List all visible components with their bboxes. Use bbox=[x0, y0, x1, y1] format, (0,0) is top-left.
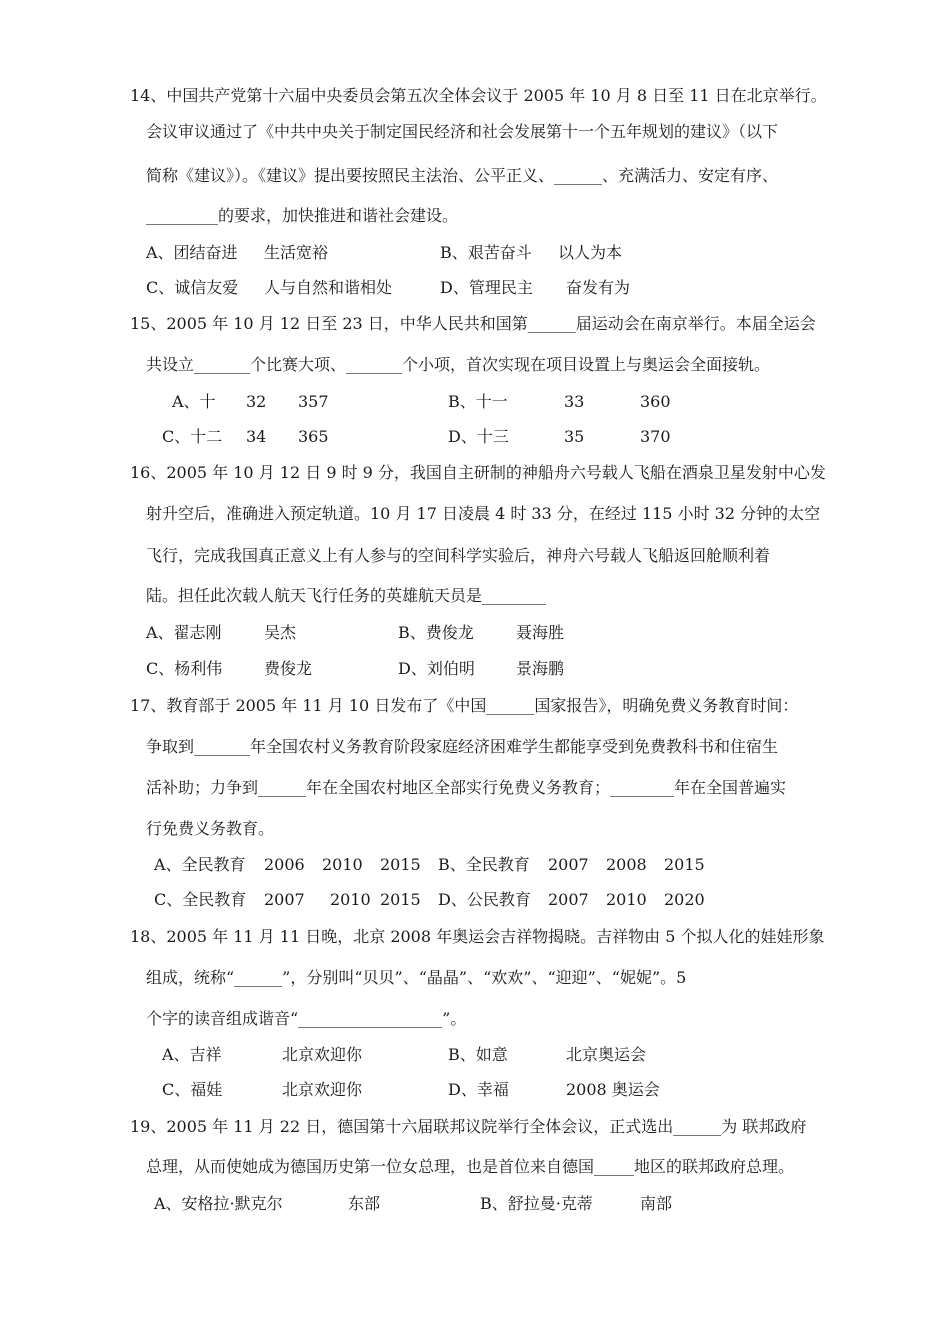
option-b: B、如意 bbox=[448, 1045, 508, 1064]
option-d-part: 370 bbox=[640, 427, 671, 446]
option-c-part: 34 bbox=[246, 427, 267, 446]
option-a: A、全民教育 bbox=[154, 855, 246, 874]
question-text: 16、2005 年 10 月 12 日 9 时 9 分，我国自主研制的神船舟六号载人飞船在酒泉卫星发射中心发 bbox=[130, 463, 826, 482]
option-b-part: 南部 bbox=[640, 1194, 673, 1213]
option-b: B、艰苦奋斗 bbox=[440, 243, 532, 262]
option-c: C、杨利伟 bbox=[146, 659, 223, 678]
question-text: 组成，统称“______”，分别叫“贝贝”、“晶晶”、“欢欢”、“迎迎”、“妮妮”。5 bbox=[146, 968, 687, 987]
option-a-part: 2010 bbox=[322, 855, 363, 874]
option-c: C、十二 bbox=[162, 427, 223, 446]
option-a-part: 357 bbox=[298, 392, 329, 411]
option-d-part: 2010 bbox=[606, 890, 647, 909]
question-text: 行免费义务教育。 bbox=[146, 819, 275, 838]
question-text: 射升空后，准确进入预定轨道。10 月 17 日凌晨 4 时 33 分，在经过 115 小时 32 分钟的太空 bbox=[146, 504, 821, 523]
option-a: A、十 bbox=[172, 392, 216, 411]
option-d: D、公民教育 bbox=[438, 890, 531, 909]
question-text: 个字的读音组成谐音“__________________”。 bbox=[146, 1009, 467, 1028]
option-c-part: 2015 bbox=[380, 890, 421, 909]
option-b: B、舒拉曼·克蒂 bbox=[480, 1194, 593, 1213]
question-text: _________的要求，加快推进和谐社会建设。 bbox=[146, 206, 459, 225]
question-text: 15、2005 年 10 月 12 日至 23 日，中华人民共和国第______届运动会在南京举行。本届全运会 bbox=[130, 314, 816, 333]
option-b: B、十一 bbox=[448, 392, 508, 411]
option-d-part: 2008 奥运会 bbox=[566, 1080, 660, 1099]
option-d-part: 35 bbox=[564, 427, 585, 446]
option-a-part: 生活宽裕 bbox=[264, 243, 329, 262]
question-text: 活补助；力争到______年在全国农村地区全部实行免费义务教育；________年在全国普遍实 bbox=[146, 778, 787, 797]
option-b-part: 360 bbox=[640, 392, 671, 411]
option-a: A、吉祥 bbox=[162, 1045, 222, 1064]
option-c: C、全民教育 bbox=[154, 890, 247, 909]
option-b-part: 2008 bbox=[606, 855, 647, 874]
option-c-part: 北京欢迎你 bbox=[282, 1080, 363, 1099]
option-c-part: 费俊龙 bbox=[264, 659, 313, 678]
question-text: 14、中国共产党第十六届中央委员会第五次全体会议于 2005 年 10 月 8 日至 11 日在北京举行。 bbox=[130, 86, 827, 105]
option-d-part: 景海鹏 bbox=[516, 659, 565, 678]
option-a: A、安格拉·默克尔 bbox=[154, 1194, 283, 1213]
option-a-part: 吴杰 bbox=[264, 623, 297, 642]
option-c-part: 2007 bbox=[264, 890, 305, 909]
option-b: B、费俊龙 bbox=[398, 623, 474, 642]
question-text: 18、2005 年 11 月 11 日晚，北京 2008 年奥运会吉祥物揭晓。吉祥物由 5 个拟人化的娃娃形象 bbox=[130, 927, 825, 946]
question-text: 会议审议通过了《中共中央关于制定国民经济和社会发展第十一个五年规划的建议》（以下 bbox=[146, 122, 779, 141]
option-a-part: 32 bbox=[246, 392, 267, 411]
option-d: D、管理民主 bbox=[440, 278, 533, 297]
option-c: C、福娃 bbox=[162, 1080, 223, 1099]
option-a-part: 2006 bbox=[264, 855, 305, 874]
question-text: 共设立_______个比赛大项、_______个小项，首次实现在项目设置上与奥运会全面接轨。 bbox=[146, 355, 771, 374]
option-d: D、十三 bbox=[448, 427, 509, 446]
option-b-part: 北京奥运会 bbox=[566, 1045, 647, 1064]
option-c-part: 365 bbox=[298, 427, 329, 446]
option-d-part: 奋发有为 bbox=[566, 278, 631, 297]
option-b-part: 以人为本 bbox=[558, 243, 623, 262]
question-text: 争取到_______年全国农村义务教育阶段家庭经济困难学生都能享受到免费教科书和住宿生 bbox=[146, 737, 779, 756]
option-d-part: 2007 bbox=[548, 890, 589, 909]
option-d-part: 2020 bbox=[664, 890, 705, 909]
option-c-part: 2010 bbox=[330, 890, 371, 909]
option-a-part: 2015 bbox=[380, 855, 421, 874]
option-c-part: 人与自然和谐相处 bbox=[264, 278, 393, 297]
question-text: 飞行，完成我国真正意义上有人参与的空间科学实验后，神舟六号载人飞船返回舱顺利着 bbox=[146, 546, 771, 565]
option-b-part: 聂海胜 bbox=[516, 623, 565, 642]
option-b-part: 33 bbox=[564, 392, 585, 411]
option-a-part: 东部 bbox=[348, 1194, 381, 1213]
option-c: C、诚信友爱 bbox=[146, 278, 239, 297]
option-d: D、幸福 bbox=[448, 1080, 509, 1099]
question-text: 陆。担任此次载人航天飞行任务的英雄航天员是________ bbox=[146, 586, 547, 605]
question-text: 17、教育部于 2005 年 11 月 10 日发布了《中国______国家报告》，明确免费义务教育时间： bbox=[130, 696, 799, 715]
option-b: B、全民教育 bbox=[438, 855, 530, 874]
option-a: A、翟志刚 bbox=[146, 623, 222, 642]
question-text: 19、2005 年 11 月 22 日，德国第十六届联邦议院举行全体会议，正式选出______为 联邦政府 bbox=[130, 1117, 807, 1136]
option-a-part: 北京欢迎你 bbox=[282, 1045, 363, 1064]
option-a: A、团结奋进 bbox=[146, 243, 238, 262]
option-d: D、刘伯明 bbox=[398, 659, 475, 678]
option-b-part: 2015 bbox=[664, 855, 705, 874]
question-text: 总理，从而使她成为德国历史第一位女总理，也是首位来自德国_____地区的联邦政府总理。 bbox=[146, 1157, 795, 1176]
question-text: 简称《建议》）。《建议》提出要按照民主法治、公平正义、______、充满活力、安定有序、 bbox=[146, 166, 779, 185]
option-b-part: 2007 bbox=[548, 855, 589, 874]
